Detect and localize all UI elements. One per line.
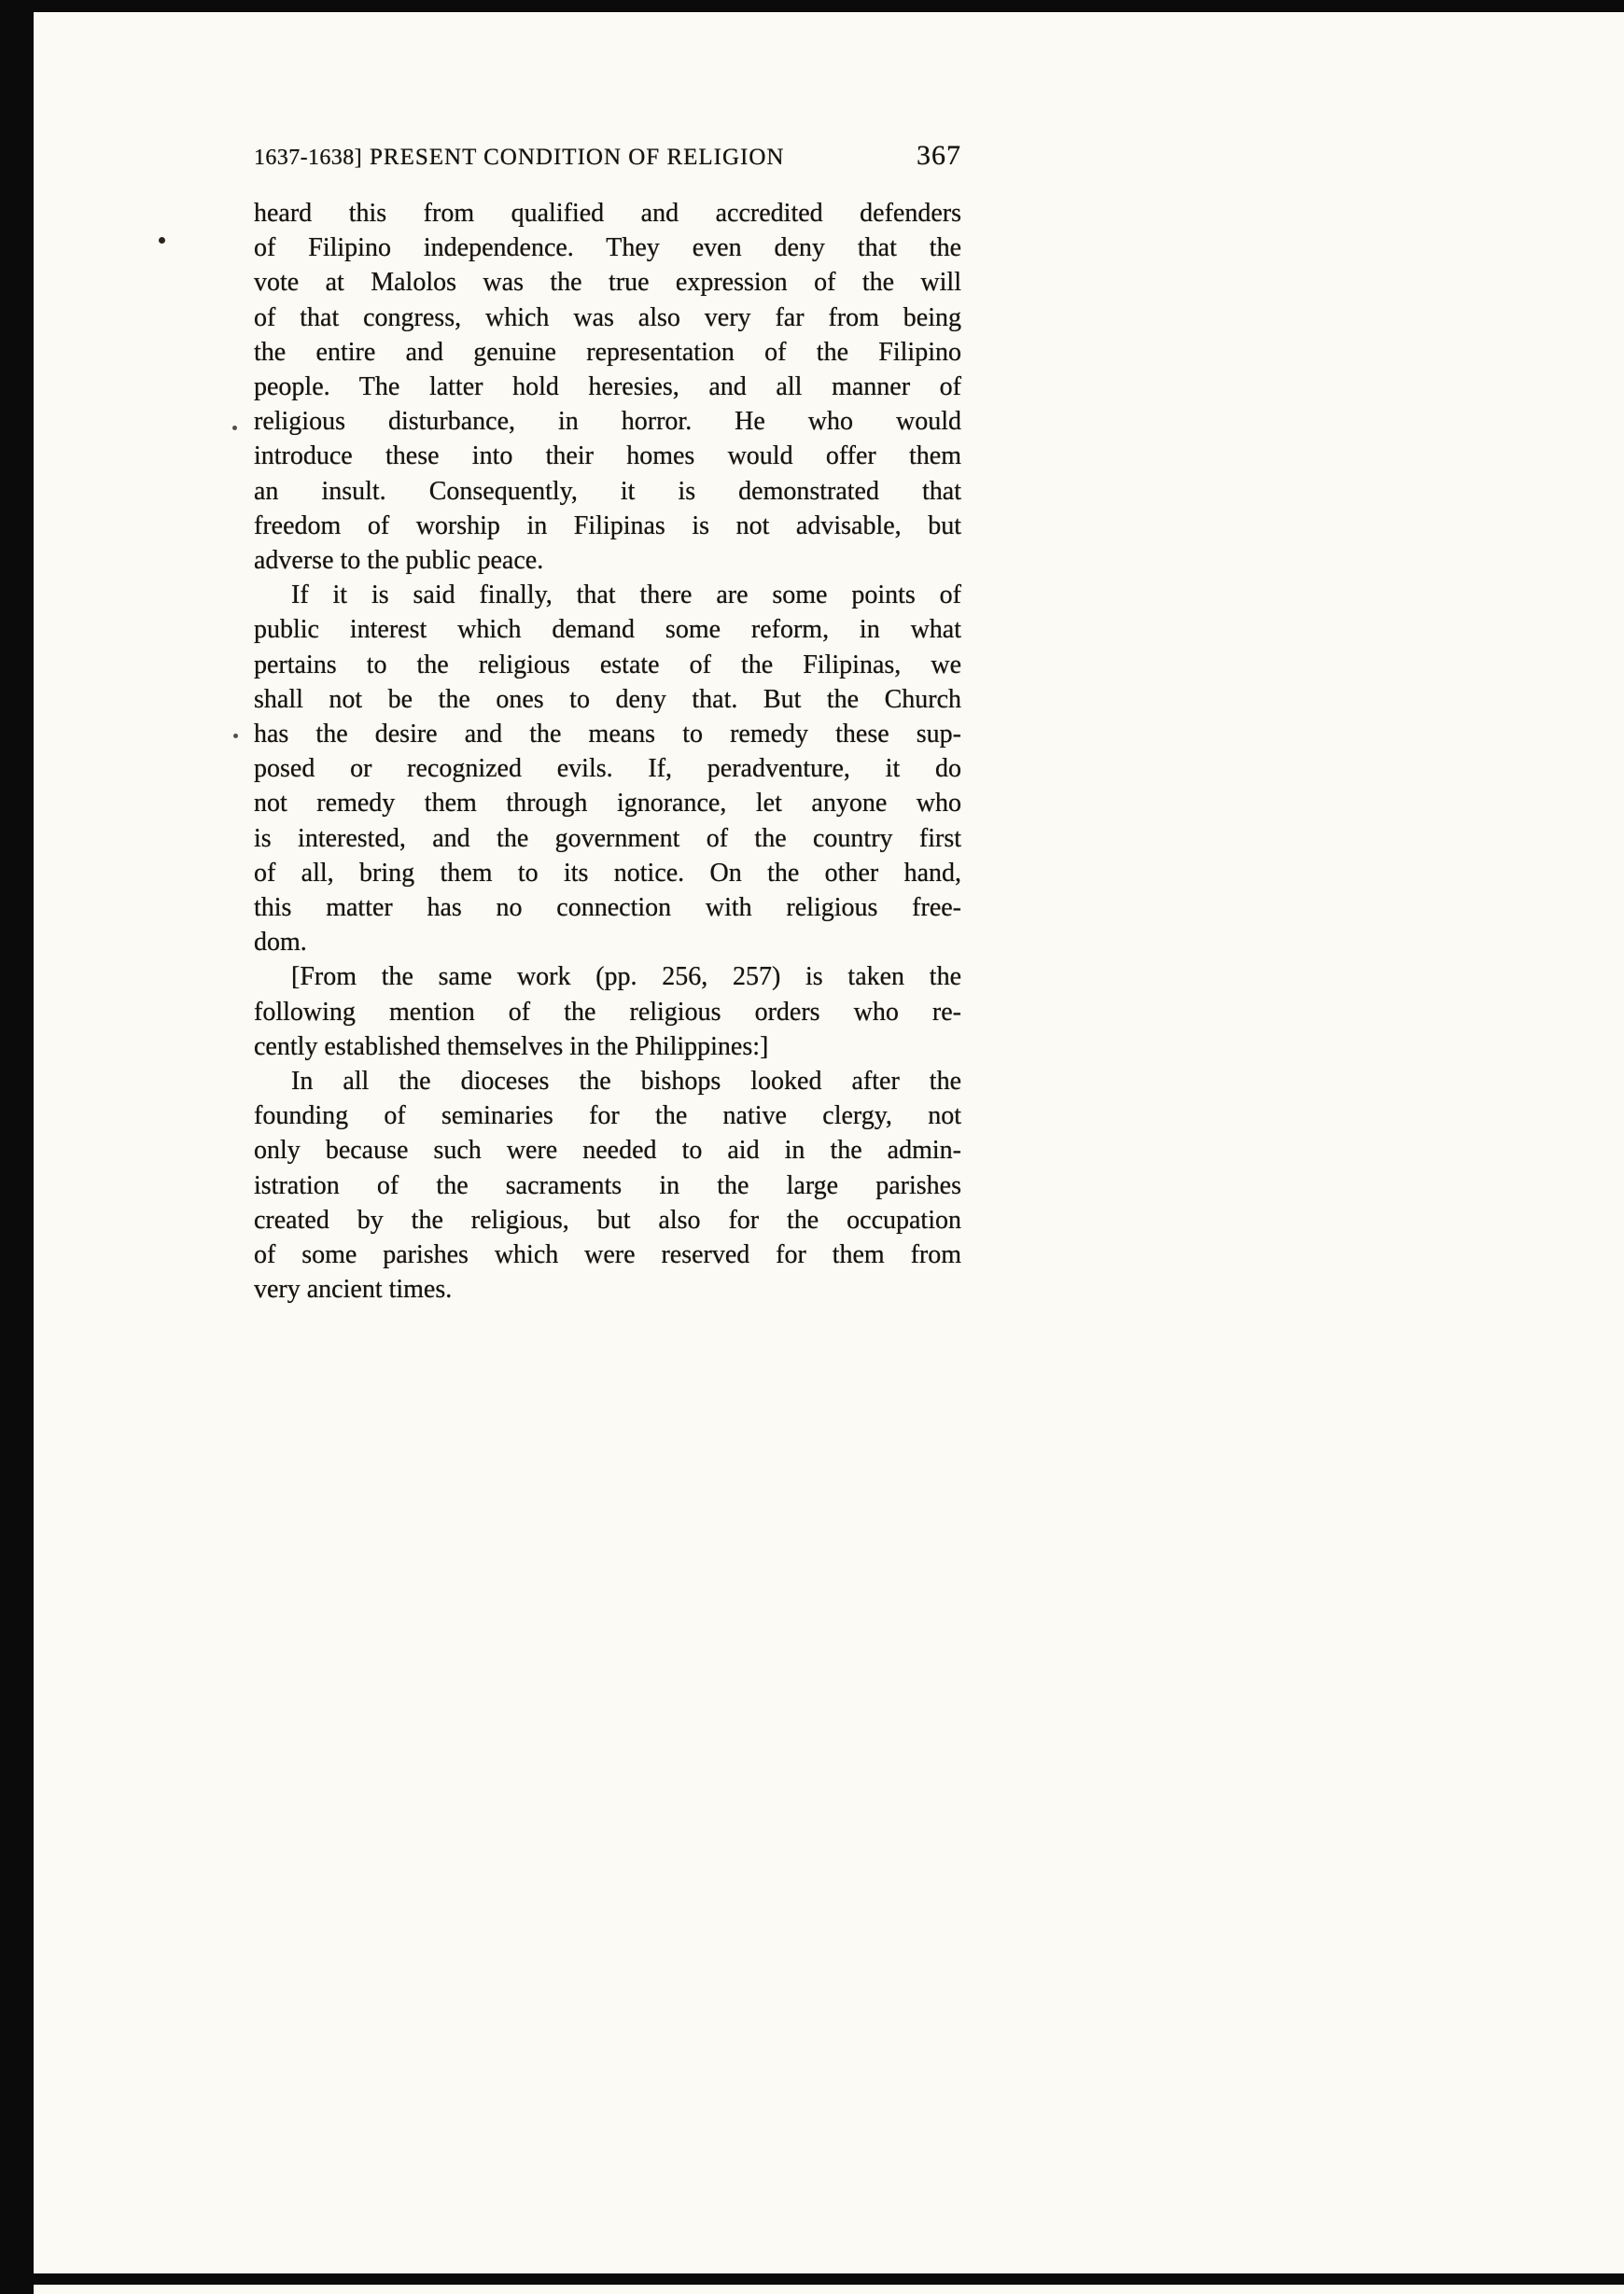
text-line: public interest which demand some reform, in what xyxy=(254,615,961,645)
text-line: introduce these into their homes would offer them xyxy=(254,441,961,471)
text-line: posed or recognized evils. If, peradventure, it do xyxy=(254,754,961,784)
text-line: the entire and genuine representation of the Filipino xyxy=(254,337,961,367)
text-line: If it is said finally, that there are some points of xyxy=(291,580,961,610)
ink-speck xyxy=(159,237,165,244)
text-line: this matter has no connection with religious free- xyxy=(254,893,961,923)
text-line: freedom of worship in Filipinas is not advisable, but xyxy=(254,511,961,540)
text-line: religious disturbance, in horror. He who would xyxy=(254,407,961,437)
text-line: very ancient times. xyxy=(254,1275,453,1305)
text-line: pertains to the religious estate of the Filipinas, we xyxy=(254,650,961,679)
ink-speck xyxy=(232,426,237,430)
text-line: cently established themselves in the Philippines:] xyxy=(254,1031,769,1061)
body-text xyxy=(254,196,961,1308)
running-header xyxy=(254,140,961,172)
text-line: of that congress, which was also very far from being xyxy=(254,302,961,332)
text-line: not remedy them through ignorance, let anyone who xyxy=(254,789,961,818)
text-line: only because such were needed to aid in the admin- xyxy=(254,1136,961,1166)
scan-edge-bottom xyxy=(0,2273,1624,2285)
text-line: vote at Malolos was the true expression of the will xyxy=(254,268,961,298)
header-folio-range: 1637-1638] xyxy=(254,146,362,170)
text-line: shall not be the ones to deny that. But the Church xyxy=(254,684,961,714)
text-line: of all, bring them to its notice. On the other hand, xyxy=(254,858,961,888)
text-line: is interested, and the government of the country first xyxy=(254,823,961,853)
ink-speck xyxy=(233,734,238,738)
text-line: of Filipino independence. They even deny that the xyxy=(254,233,961,263)
text-line: dom. xyxy=(254,928,307,958)
text-line: created by the religious, but also for the occupation xyxy=(254,1205,961,1235)
header-chapter-title: PRESENT CONDITION OF RELIGION xyxy=(369,145,785,170)
text-line: [From the same work (pp. 256, 257) is taken the xyxy=(291,962,961,992)
page-content xyxy=(254,140,961,1308)
text-line: adverse to the public peace. xyxy=(254,546,544,576)
text-line: of some parishes which were reserved for them from xyxy=(254,1240,961,1270)
text-line: an insult. Consequently, it is demonstrated that xyxy=(254,476,961,506)
scan-edge-left xyxy=(0,0,34,2294)
running-header-left xyxy=(254,145,785,171)
scan-edge-top xyxy=(0,0,1624,12)
text-line: people. The latter hold heresies, and all manner of xyxy=(254,372,961,402)
page-number: 367 xyxy=(917,140,961,171)
text-line: has the desire and the means to remedy these sup- xyxy=(254,720,961,749)
text-line: following mention of the religious orders who re- xyxy=(254,997,961,1027)
text-line: istration of the sacraments in the large parishes xyxy=(254,1170,961,1200)
text-line: In all the dioceses the bishops looked after the xyxy=(291,1067,961,1097)
text-line: founding of seminaries for the native clergy, not xyxy=(254,1101,961,1131)
text-line: heard this from qualified and accredited defenders xyxy=(254,199,961,228)
